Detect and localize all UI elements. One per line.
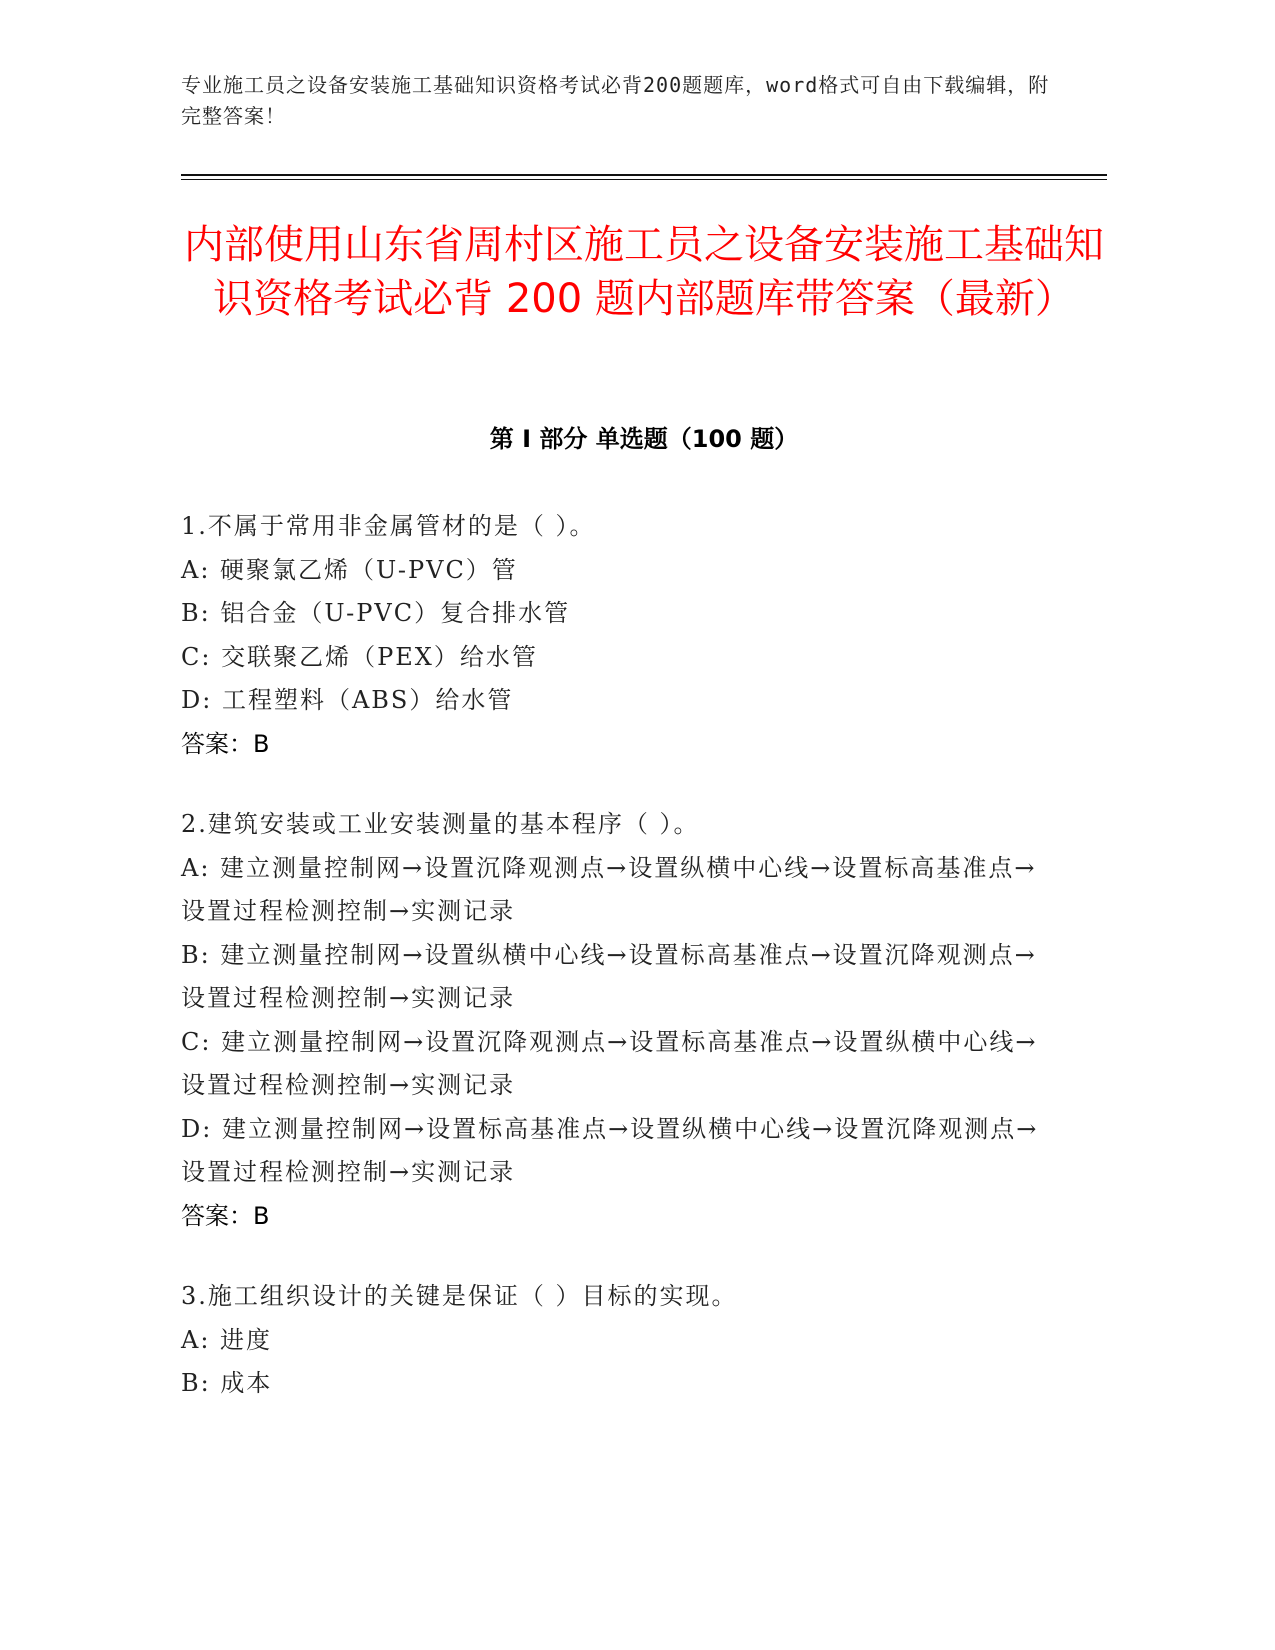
option-a: A: 硬聚氯乙烯（U-PVC）管 (181, 555, 518, 584)
question-2 (181, 803, 1051, 1238)
question-stem: 1.不属于常用非金属管材的是（ ）。 (181, 512, 596, 540)
option-d: D: 建立测量控制网→设置标高基准点→设置纵横中心线→设置沉降观测点→设置过程检测控制→实测记录 (181, 1114, 1039, 1186)
header-note: 专业施工员之设备安装施工基础知识资格考试必背200题题库，word格式可自由下载编辑，附完整答案！ (181, 73, 1050, 128)
option-b: B: 成本 (181, 1369, 273, 1397)
answer: 答案：B (181, 1201, 270, 1230)
question-1 (181, 505, 1051, 766)
option-b: B: 铝合金（U-PVC）复合排水管 (181, 599, 571, 627)
option-a: A: 进度 (181, 1325, 273, 1354)
document-title: 内部使用山东省周村区施工员之设备安装施工基础知识资格考试必背 200 题内部题库带答案（最新） (184, 222, 1104, 322)
option-d: D: 工程塑料（ABS）给水管 (181, 686, 514, 714)
option-c: C: 交联聚乙烯（PEX）给水管 (181, 642, 538, 671)
header-divider-thick (181, 174, 1107, 176)
answer: 答案：B (181, 729, 270, 758)
option-b: B: 建立测量控制网→设置纵横中心线→设置标高基准点→设置沉降观测点→设置过程检测控制→实测记录 (181, 940, 1037, 1012)
question-list (181, 505, 1051, 1443)
header-divider-thin (181, 179, 1107, 180)
question-3 (181, 1275, 1051, 1406)
question-stem: 2.建筑安装或工业安装测量的基本程序（ ）。 (181, 810, 700, 838)
option-c: C: 建立测量控制网→设置沉降观测点→设置标高基准点→设置纵横中心线→设置过程检测控制→实测记录 (181, 1027, 1038, 1099)
section-title: 第 I 部分 单选题（100 题） (489, 425, 799, 453)
question-stem: 3.施工组织设计的关键是保证（ ）目标的实现。 (181, 1282, 738, 1310)
option-a: A: 建立测量控制网→设置沉降观测点→设置纵横中心线→设置标高基准点→设置过程检测控制→实测记录 (181, 853, 1037, 925)
